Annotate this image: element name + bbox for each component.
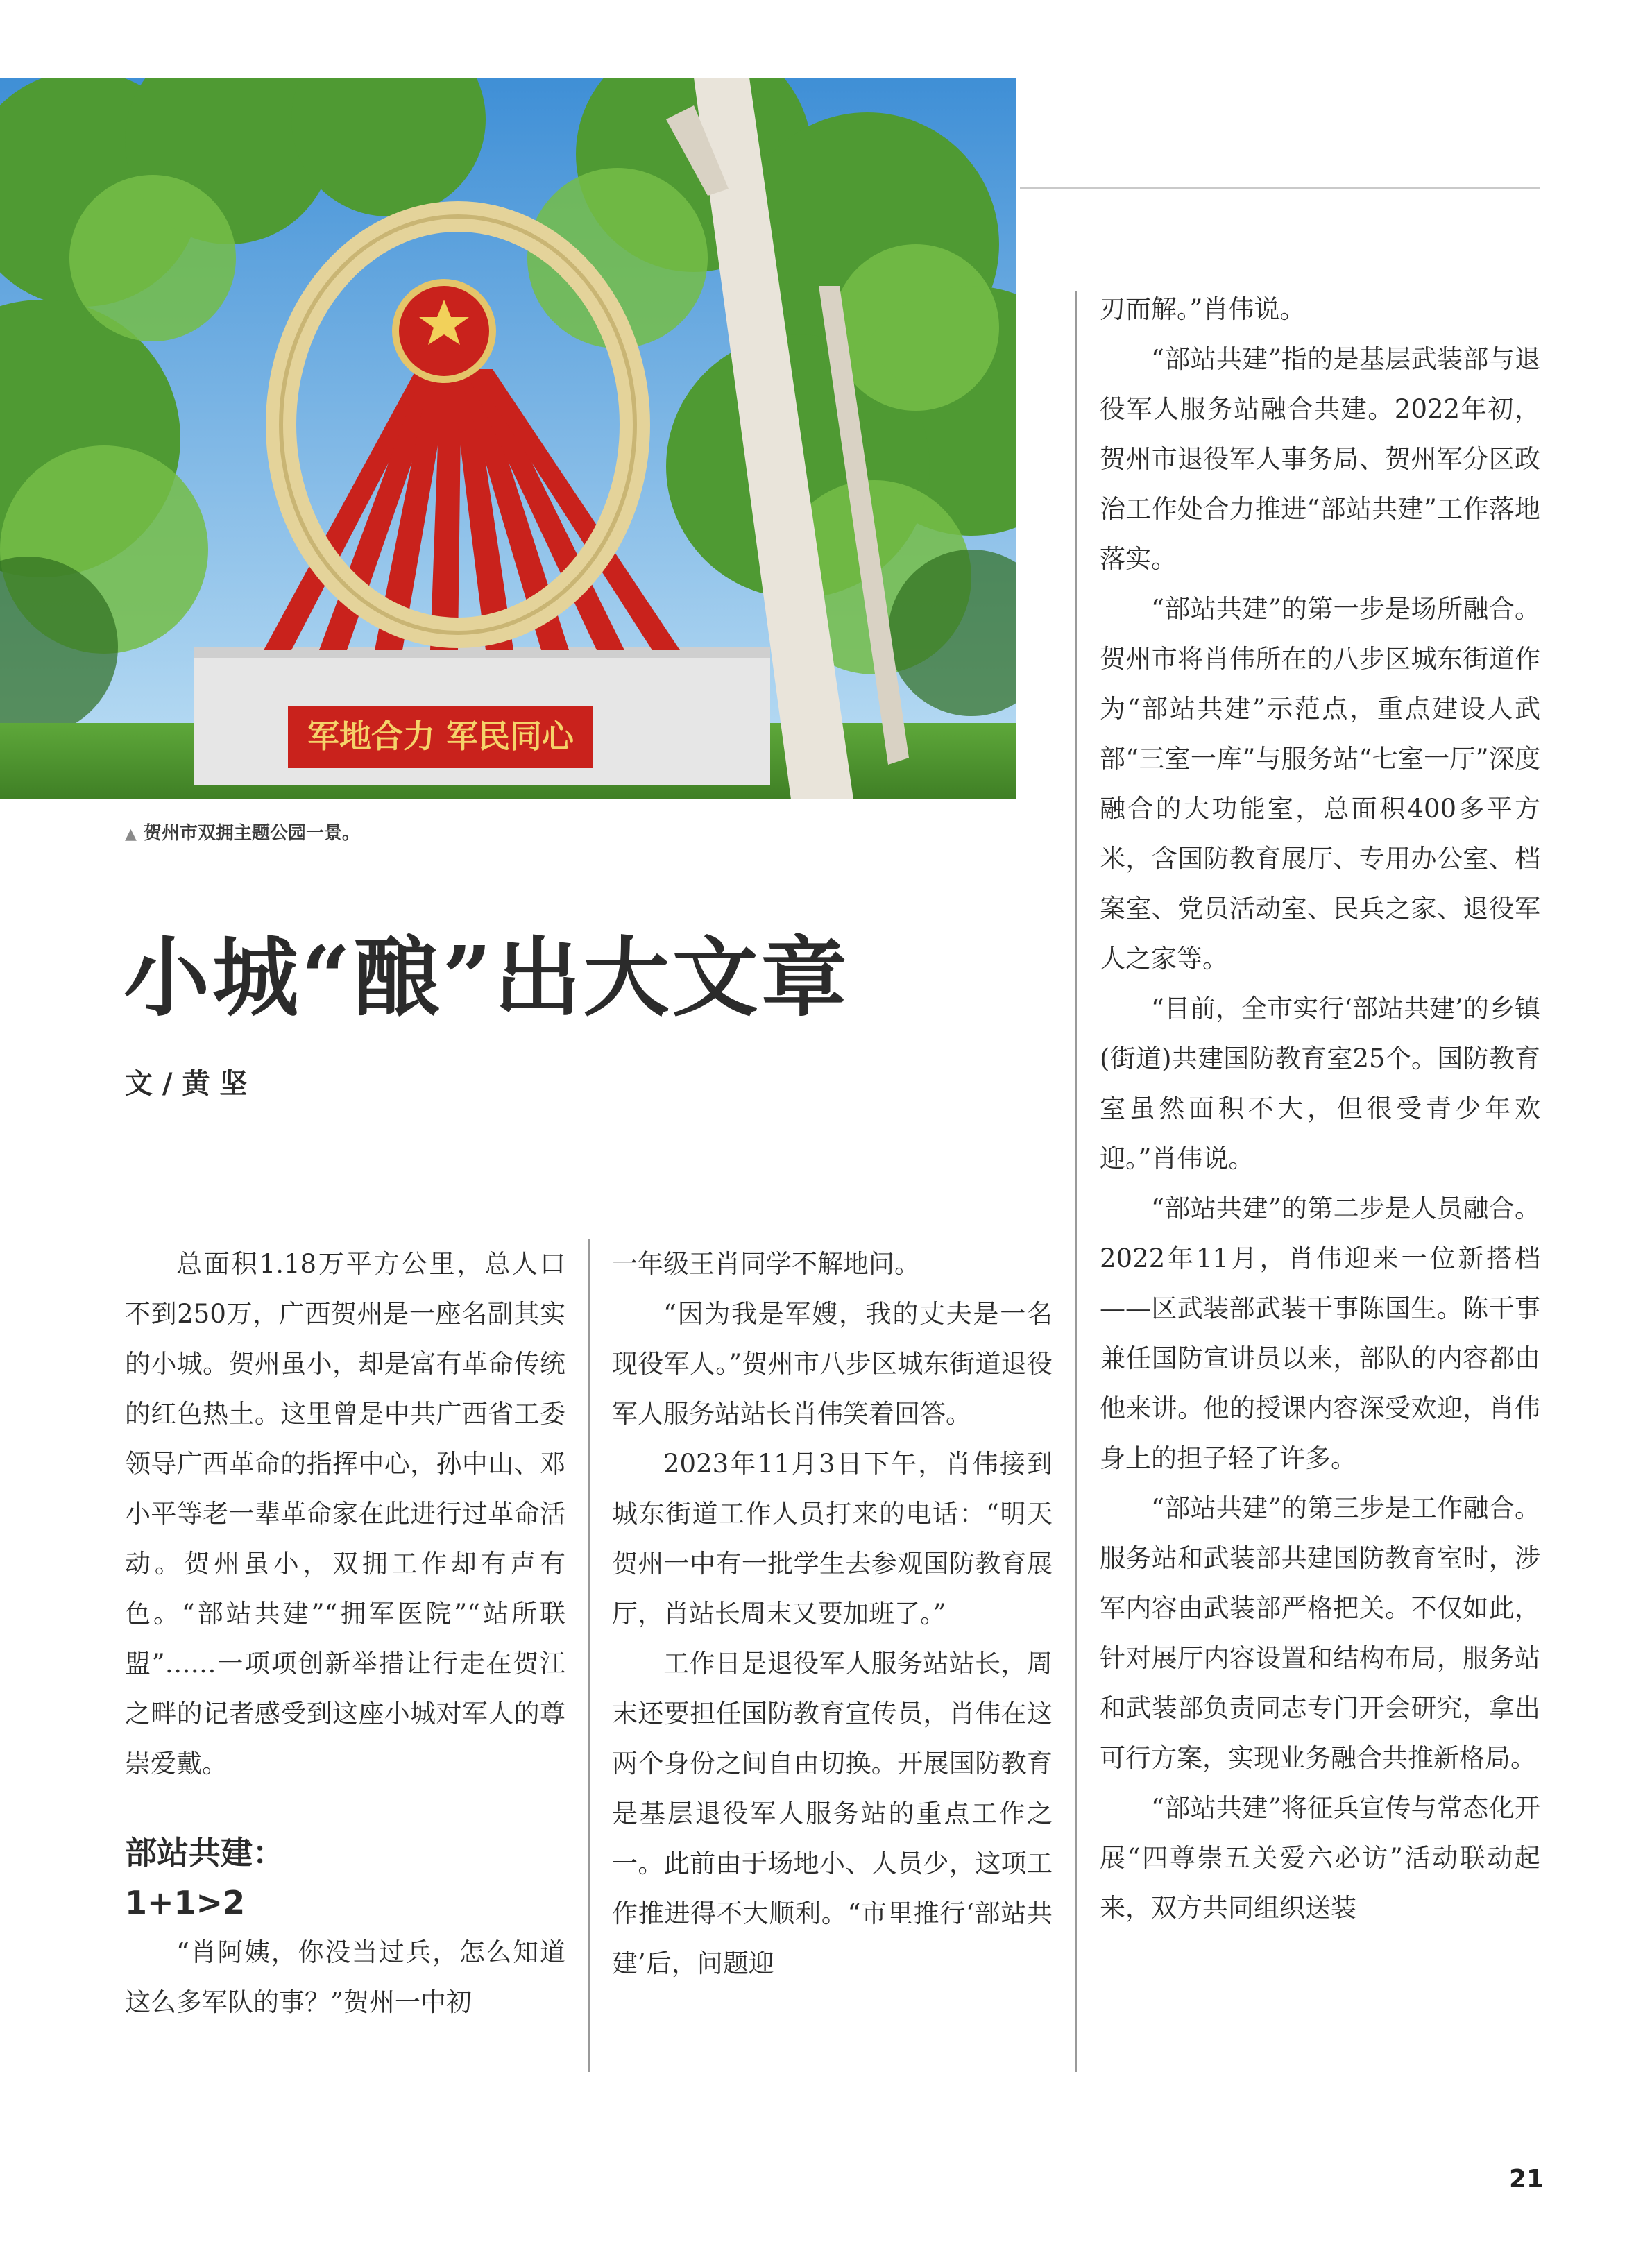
paragraph: 工作日是退役军人服务站站长，周末还要担任国防教育宣传员，肖伟在这两个身份之间自由切换。开展国防教育是基层退役军人服务站的重点工作之一。此前由于场地小、人员少，这项工作推进得不大顺利。“市里推行‘部站共建’后，问题迎: [612, 1649, 1053, 1978]
section-heading: [125, 1828, 565, 1928]
column-3: [1100, 285, 1540, 1933]
photo-caption: [125, 819, 360, 844]
section-heading-line: 1+1>2: [125, 1884, 246, 1921]
caption-triangle-icon: ▲: [125, 826, 137, 843]
section-heading-line: 部站共建：: [125, 1834, 284, 1871]
article-title: 小城“酿”出大文章: [124, 928, 850, 1028]
monument-sign-text: 军地合力 军民同心: [307, 717, 574, 755]
column-divider: [588, 1239, 590, 2072]
column-2: [612, 1239, 1053, 1989]
paragraph: “部站共建”将征兵宣传与常态化开展“四尊崇五关爱六必访”活动联动起来，双方共同组织送装: [1100, 1793, 1540, 1923]
column-divider: [1075, 291, 1077, 2072]
paragraph-continued: 刃而解。”肖伟说。: [1100, 294, 1306, 324]
paragraph: “部站共建”的第二步是人员融合。2022年11月，肖伟迎来一位新搭档——区武装部武装干事陈国生。陈干事兼任国防宣讲员以来，部队的内容都由他来讲。他的授课内容深受欢迎，肖伟身上的担子轻了许多。: [1100, 1194, 1540, 1473]
paragraph: 总面积1.18万平方公里，总人口不到250万，广西贺州是一座名副其实的小城。贺州虽小，却是富有革命传统的红色热土。这里曾是中共广西省工委领导广西革命的指挥中心，孙中山、邓小平等老一辈革命家在此进行过革命活动。贺州虽小，双拥工作却有声有色。“部站共建”“拥军医院”“站所联盟”……一项项创新举措让行走在贺江之畔的记者感受到这座小城对军人的尊崇爱戴。: [125, 1249, 565, 1778]
column-1: [125, 1239, 565, 2028]
article-byline: 文 / 黄 坚: [125, 1068, 248, 1100]
paragraph: 2023年11月3日下午，肖伟接到城东街道工作人员打来的电话：“明天贺州一中有一批学生去参观国防教育展厅，肖站长周末又要加班了。”: [612, 1449, 1053, 1629]
caption-text: 贺州市双拥主题公园一景。: [143, 823, 360, 844]
top-rule: [1020, 187, 1540, 189]
paragraph: “部站共建”的第一步是场所融合。贺州市将肖伟所在的八步区城东街道作为“部站共建”示范点，重点建设人武部“三室一库”与服务站“七室一厅”深度融合的大功能室，总面积400多平方米，含国防教育展厅、专用办公室、档案室、党员活动室、民兵之家、退役军人之家等。: [1100, 594, 1540, 974]
article-photo: [0, 78, 1016, 799]
paragraph: “部站共建”的第三步是工作融合。服务站和武装部共建国防教育室时，涉军内容由武装部严格把关。不仅如此，针对展厅内容设置和结构布局，服务站和武装部负责同志专门开会研究，拿出可行方案，实现业务融合共推新格局。: [1100, 1493, 1540, 1773]
paragraph-continued: 一年级王肖同学不解地问。: [612, 1249, 920, 1279]
paragraph: “目前，全市实行‘部站共建’的乡镇(街道)共建国防教育室25个。国防教育室虽然面积不大，但很受青少年欢迎。”肖伟说。: [1100, 994, 1540, 1173]
paragraph: “部站共建”指的是基层武装部与退役军人服务站融合共建。2022年初，贺州市退役军人事务局、贺州军分区政治工作处合力推进“部站共建”工作落地落实。: [1100, 344, 1540, 574]
paragraph: “因为我是军嫂，我的丈夫是一名现役军人。”贺州市八步区城东街道退役军人服务站站长肖伟笑着回答。: [612, 1299, 1053, 1429]
page-number: 21: [1509, 2165, 1544, 2193]
paragraph: “肖阿姨，你没当过兵，怎么知道这么多军队的事？”贺州一中初: [125, 1937, 565, 2017]
